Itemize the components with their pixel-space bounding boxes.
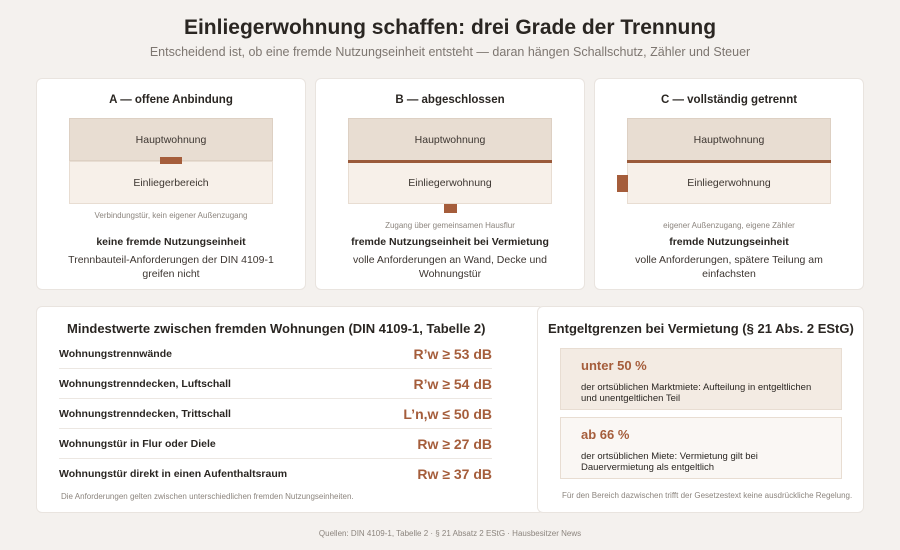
row-value: R’w ≥ 54 dB <box>413 375 492 392</box>
scheme-note: Zugang über gemeinsamen Hausflur <box>385 221 515 230</box>
exterior-door-marker <box>617 175 628 192</box>
row-value: Rw ≥ 27 dB <box>417 435 492 452</box>
sources-line: Quellen: DIN 4109-1, Tabelle 2 · § 21 Absatz 2 EStG · Hausbesitzer News <box>318 529 582 538</box>
sub-unit-label: Einliegerwohnung <box>408 176 492 189</box>
row-label: Wohnungstrennwände <box>59 347 172 360</box>
row-value: L’n,w ≤ 50 dB <box>403 405 492 422</box>
table-row <box>59 429 492 459</box>
rent-limits-footnote: Für den Bereich dazwischen trifft der Gesetzestext keine ausdrückliche Regelung. <box>562 491 853 500</box>
band-threshold: unter 50 % <box>581 358 647 373</box>
page-title: Einliegerwohnung schaffen: drei Grade der Trennung <box>183 16 717 39</box>
scheme-verdict: fremde Nutzungseinheit <box>669 236 789 248</box>
table-row <box>59 399 492 429</box>
row-label: Wohnungstür in Flur oder Diele <box>59 437 216 450</box>
scheme-card-c <box>594 78 864 290</box>
scheme-verdict: fremde Nutzungseinheit bei Vermietung <box>351 236 549 248</box>
sub-unit-label: Einliegerwohnung <box>687 176 771 189</box>
main-unit-box <box>348 118 552 161</box>
sound-requirements-panel <box>36 306 544 513</box>
sub-unit-box <box>627 161 831 204</box>
sub-unit-box <box>69 161 273 204</box>
requirements-footnote: Die Anforderungen gelten zwischen unterschiedlichen fremden Nutzungseinheiten. <box>61 492 354 501</box>
table-row <box>59 459 492 489</box>
main-unit-label: Hauptwohnung <box>414 133 486 146</box>
scheme-title: A — offene Anbindung <box>109 94 233 106</box>
main-unit-label: Hauptwohnung <box>135 133 207 146</box>
page-subtitle: Entscheidend ist, ob eine fremde Nutzungseinheit entsteht — daran hängen Schallschutz, Zähler und Steuer <box>149 45 751 59</box>
requirements-title: Mindestwerte zwischen fremden Wohnungen (DIN 4109-1, Tabelle 2) <box>67 321 486 336</box>
scheme-detail: volle Anforderungen an Wand, Decke und Wohnungstür <box>353 254 547 280</box>
row-value: R’w ≥ 53 dB <box>413 345 492 362</box>
row-label: Wohnungstür direkt in einen Aufenthaltsraum <box>59 468 288 480</box>
rent-limits-panel <box>537 306 864 513</box>
scheme-verdict: keine fremde Nutzungseinheit <box>96 236 246 248</box>
scheme-detail: Trennbauteil-Anforderungen der DIN 4109-1 greifen nicht <box>68 254 274 280</box>
connecting-door-marker <box>160 157 182 164</box>
scheme-title: B — abgeschlossen <box>395 94 505 106</box>
row-label: Wohnungstrenndecken, Luftschall <box>59 377 231 390</box>
table-row <box>59 369 492 399</box>
scheme-card-b <box>315 78 585 290</box>
hallway-door-marker <box>444 204 457 213</box>
sub-unit-box <box>348 161 552 204</box>
row-value: Rw ≥ 37 dB <box>417 466 492 482</box>
scheme-note: Verbindungstür, kein eigener Außenzugang <box>94 211 248 220</box>
rent-band-high <box>560 417 842 479</box>
rent-band-low <box>560 348 842 410</box>
table-row <box>59 339 492 369</box>
scheme-note: eigener Außenzugang, eigene Zähler <box>663 221 795 230</box>
scheme-title: C — vollständig getrennt <box>660 94 798 106</box>
main-unit-box <box>69 118 273 161</box>
separating-ceiling-line <box>348 160 552 163</box>
sub-unit-label: Einliegerbereich <box>133 176 209 189</box>
band-description: der ortsüblichen Marktmiete: Aufteilung in entgeltlichen und unentgeltlichen Teil <box>581 382 812 404</box>
separating-ceiling-line <box>627 160 831 163</box>
main-unit-box <box>627 118 831 161</box>
band-threshold: ab 66 % <box>581 427 630 442</box>
rent-limits-title: Entgeltgrenzen bei Vermietung (§ 21 Abs. 2 EStG) <box>548 321 854 336</box>
row-label: Wohnungstrenndecken, Trittschall <box>59 407 231 420</box>
main-unit-label: Hauptwohnung <box>693 133 765 146</box>
scheme-card-a <box>36 78 306 290</box>
scheme-detail: volle Anforderungen, spätere Teilung am einfachsten <box>635 254 823 280</box>
band-description: der ortsüblichen Miete: Vermietung gilt bei Dauervermietung als entgeltlich <box>581 451 758 473</box>
